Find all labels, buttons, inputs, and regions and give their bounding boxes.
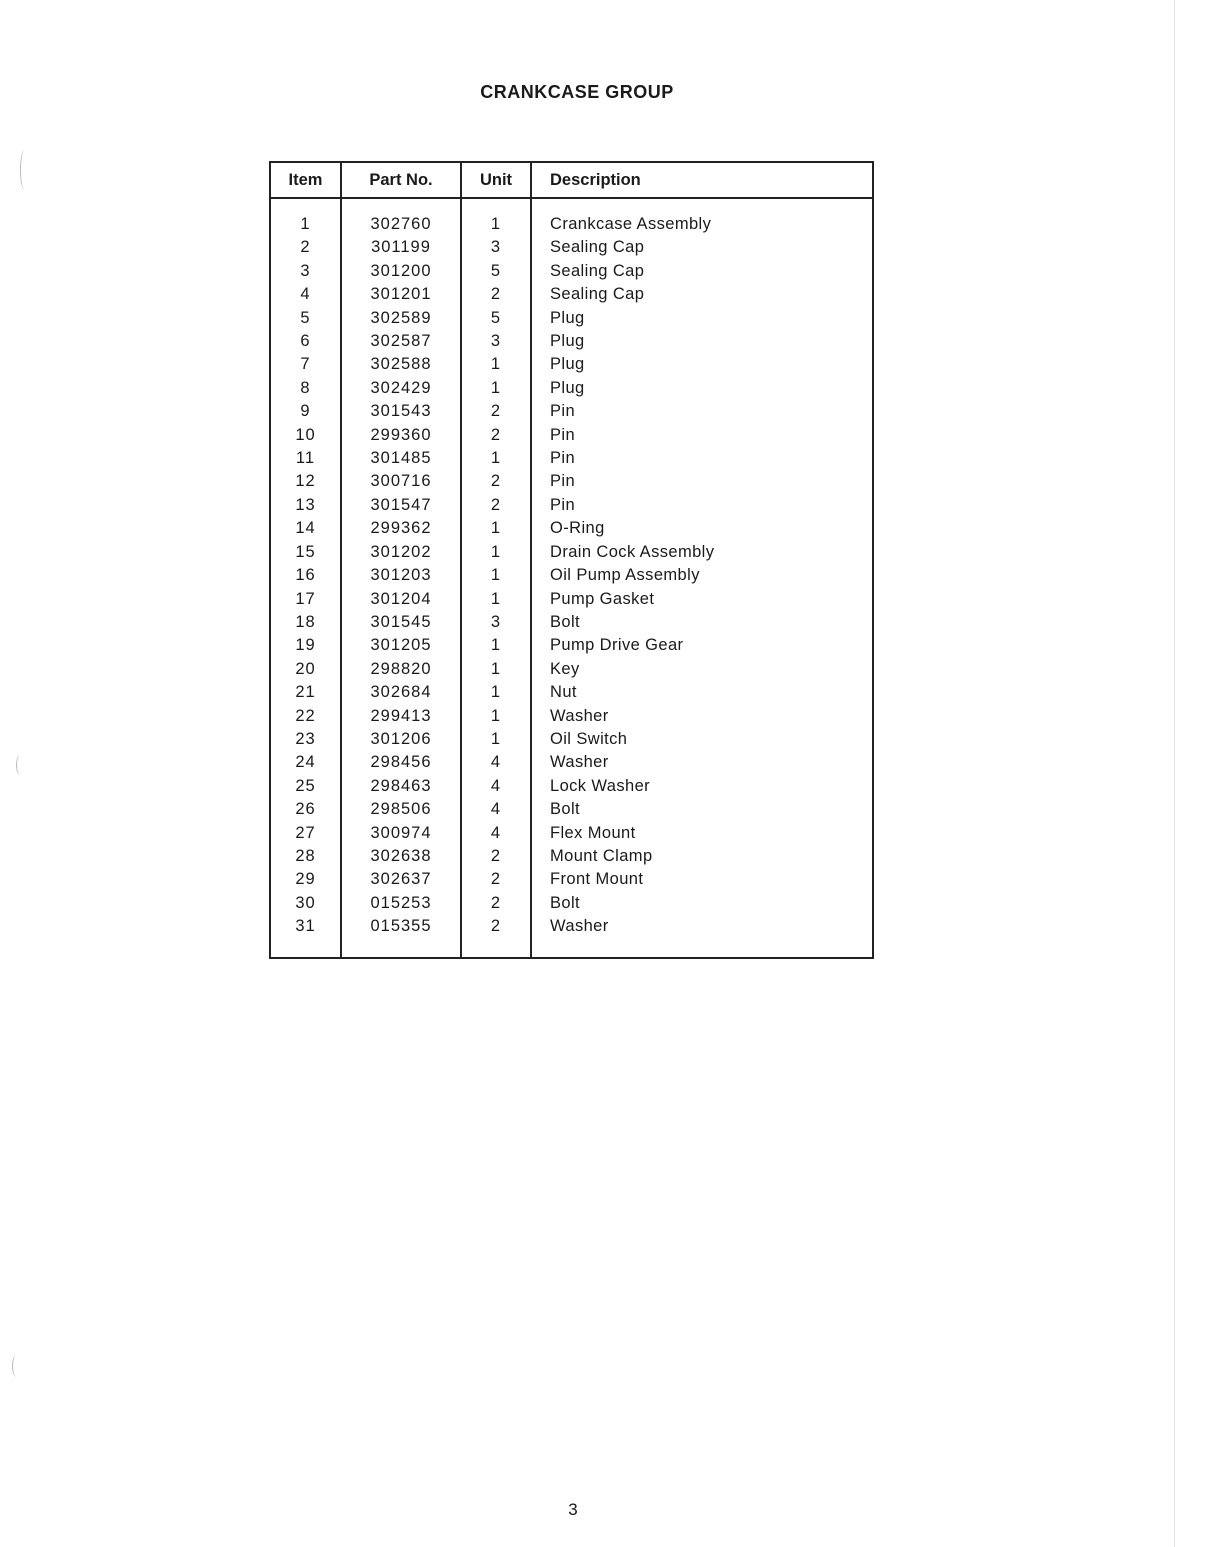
- item-cell: 15: [271, 541, 341, 564]
- item-cell: 31: [271, 915, 341, 938]
- table-row: [271, 705, 872, 728]
- item-cell: 4: [271, 283, 341, 306]
- unit-cell: 1: [461, 705, 531, 728]
- scan-margin-mark: [20, 150, 29, 190]
- description-cell: Pin: [550, 472, 576, 491]
- unit-cell: 2: [461, 892, 531, 915]
- part-no-cell: 301485: [341, 447, 461, 470]
- table-row: [271, 588, 872, 611]
- part-no-cell: 301205: [341, 634, 461, 657]
- part-no-cell: 298456: [341, 751, 461, 774]
- description-cell: Sealing Cap: [550, 238, 645, 257]
- unit-cell: 4: [461, 775, 531, 798]
- table-row: [271, 751, 872, 774]
- item-cell: 5: [271, 307, 341, 330]
- item-cell: 2: [271, 236, 341, 259]
- unit-cell: 2: [461, 470, 531, 493]
- unit-cell: 3: [461, 330, 531, 353]
- table-row: [271, 260, 872, 283]
- item-cell: 8: [271, 377, 341, 400]
- part-no-cell: 301545: [341, 611, 461, 634]
- description-cell: Pin: [550, 449, 576, 468]
- header-part-no: Part No.: [341, 163, 461, 198]
- part-no-cell: 300716: [341, 470, 461, 493]
- description-cell: Sealing Cap: [550, 261, 645, 280]
- item-cell: 26: [271, 798, 341, 821]
- part-no-cell: 302760: [341, 213, 461, 236]
- unit-cell: 2: [461, 868, 531, 891]
- table-row: [271, 447, 872, 470]
- description-cell: Oil Pump Assembly: [550, 566, 700, 585]
- description-cell: Washer: [550, 706, 609, 725]
- table-row: [271, 494, 872, 517]
- table-row: [271, 330, 872, 353]
- unit-cell: 5: [461, 307, 531, 330]
- unit-cell: 1: [461, 377, 531, 400]
- unit-cell: 1: [461, 213, 531, 236]
- unit-cell: 2: [461, 915, 531, 938]
- part-no-cell: 299413: [341, 705, 461, 728]
- item-cell: 20: [271, 658, 341, 681]
- part-no-cell: 015253: [341, 892, 461, 915]
- description-cell: Oil Switch: [550, 729, 628, 748]
- description-cell: Plug: [550, 308, 585, 327]
- description-cell: Mount Clamp: [550, 846, 653, 865]
- item-cell: 18: [271, 611, 341, 634]
- unit-cell: 1: [461, 353, 531, 376]
- part-no-cell: 298506: [341, 798, 461, 821]
- description-cell: Bolt: [550, 893, 581, 912]
- parts-table-container: [269, 161, 874, 959]
- unit-cell: 2: [461, 494, 531, 517]
- description-cell: Nut: [550, 683, 577, 702]
- part-no-cell: 299362: [341, 517, 461, 540]
- item-cell: 27: [271, 822, 341, 845]
- table-row: [271, 798, 872, 821]
- table-row: [271, 634, 872, 657]
- unit-cell: 1: [461, 634, 531, 657]
- item-cell: 16: [271, 564, 341, 587]
- item-cell: 6: [271, 330, 341, 353]
- part-no-cell: 015355: [341, 915, 461, 938]
- part-no-cell: 301547: [341, 494, 461, 517]
- item-cell: 30: [271, 892, 341, 915]
- part-no-cell: 301202: [341, 541, 461, 564]
- table-row: [271, 213, 872, 236]
- table-row: [271, 611, 872, 634]
- description-cell: Pump Drive Gear: [550, 636, 684, 655]
- description-cell: O-Ring: [550, 519, 605, 538]
- unit-cell: 2: [461, 424, 531, 447]
- table-row: [271, 681, 872, 704]
- table-row: [271, 845, 872, 868]
- table-row: [271, 307, 872, 330]
- table-row: [271, 236, 872, 259]
- unit-cell: 3: [461, 611, 531, 634]
- table-row: [271, 283, 872, 306]
- description-cell: Pin: [550, 495, 576, 514]
- part-no-cell: 298820: [341, 658, 461, 681]
- table-row: [271, 377, 872, 400]
- table-row: [271, 400, 872, 423]
- header-description: Description: [531, 163, 872, 198]
- item-cell: 9: [271, 400, 341, 423]
- description-cell: Bolt: [550, 800, 581, 819]
- part-no-cell: 302587: [341, 330, 461, 353]
- page-number: 3: [568, 1500, 578, 1519]
- table-filler: [271, 939, 872, 957]
- table-row: [271, 915, 872, 938]
- item-cell: 21: [271, 681, 341, 704]
- part-no-cell: 302638: [341, 845, 461, 868]
- scan-margin-mark: [12, 1355, 21, 1377]
- description-cell: Front Mount: [550, 870, 644, 889]
- unit-cell: 1: [461, 517, 531, 540]
- item-cell: 12: [271, 470, 341, 493]
- item-cell: 13: [271, 494, 341, 517]
- description-cell: Bolt: [550, 612, 581, 631]
- description-cell: Plug: [550, 355, 585, 374]
- unit-cell: 4: [461, 751, 531, 774]
- part-no-cell: 300974: [341, 822, 461, 845]
- part-no-cell: 301201: [341, 283, 461, 306]
- unit-cell: 4: [461, 822, 531, 845]
- item-cell: 24: [271, 751, 341, 774]
- item-cell: 22: [271, 705, 341, 728]
- unit-cell: 2: [461, 400, 531, 423]
- description-cell: Pin: [550, 425, 576, 444]
- description-cell: Washer: [550, 917, 609, 936]
- unit-cell: 2: [461, 283, 531, 306]
- description-cell: Sealing Cap: [550, 285, 645, 304]
- part-no-cell: 302637: [341, 868, 461, 891]
- part-no-cell: 301204: [341, 588, 461, 611]
- table-row: [271, 868, 872, 891]
- unit-cell: 1: [461, 447, 531, 470]
- unit-cell: 5: [461, 260, 531, 283]
- unit-cell: 1: [461, 728, 531, 751]
- part-no-cell: 302684: [341, 681, 461, 704]
- item-cell: 3: [271, 260, 341, 283]
- scan-edge-line: [1174, 0, 1175, 1547]
- item-cell: 1: [271, 213, 341, 236]
- description-cell: Plug: [550, 378, 585, 397]
- description-cell: Flex Mount: [550, 823, 636, 842]
- item-cell: 28: [271, 845, 341, 868]
- unit-cell: 2: [461, 845, 531, 868]
- part-no-cell: 301203: [341, 564, 461, 587]
- item-cell: 11: [271, 447, 341, 470]
- part-no-cell: 301199: [341, 236, 461, 259]
- part-no-cell: 302429: [341, 377, 461, 400]
- table-row: [271, 728, 872, 751]
- table-row: [271, 822, 872, 845]
- table-row: [271, 658, 872, 681]
- description-cell: Lock Washer: [550, 776, 651, 795]
- part-no-cell: 302588: [341, 353, 461, 376]
- scan-margin-mark: [16, 755, 25, 775]
- description-cell: Washer: [550, 753, 609, 772]
- item-cell: 10: [271, 424, 341, 447]
- part-no-cell: 301543: [341, 400, 461, 423]
- unit-cell: 1: [461, 588, 531, 611]
- description-cell: Plug: [550, 332, 585, 351]
- item-cell: 14: [271, 517, 341, 540]
- part-no-cell: 302589: [341, 307, 461, 330]
- part-no-cell: 298463: [341, 775, 461, 798]
- table-row: [271, 353, 872, 376]
- table-row: [271, 564, 872, 587]
- table-row: [271, 517, 872, 540]
- unit-cell: 3: [461, 236, 531, 259]
- table-row: [271, 541, 872, 564]
- parts-table: [271, 163, 872, 957]
- unit-cell: 1: [461, 564, 531, 587]
- table-row: [271, 892, 872, 915]
- unit-cell: 1: [461, 681, 531, 704]
- table-row: [271, 424, 872, 447]
- description-cell: Crankcase Assembly: [550, 215, 712, 233]
- part-no-cell: 301206: [341, 728, 461, 751]
- unit-cell: 4: [461, 798, 531, 821]
- table-header-row: [271, 163, 872, 198]
- description-cell: Key: [550, 659, 580, 678]
- table-spacer: [271, 198, 872, 213]
- header-unit: Unit: [461, 163, 531, 198]
- table-row: [271, 775, 872, 798]
- table-row: [271, 470, 872, 493]
- page-title: CRANKCASE GROUP: [480, 82, 674, 102]
- description-cell: Pump Gasket: [550, 589, 655, 608]
- item-cell: 25: [271, 775, 341, 798]
- item-cell: 29: [271, 868, 341, 891]
- item-cell: 17: [271, 588, 341, 611]
- part-no-cell: 299360: [341, 424, 461, 447]
- header-item: Item: [271, 163, 341, 198]
- item-cell: 23: [271, 728, 341, 751]
- item-cell: 7: [271, 353, 341, 376]
- unit-cell: 1: [461, 541, 531, 564]
- part-no-cell: 301200: [341, 260, 461, 283]
- unit-cell: 1: [461, 658, 531, 681]
- item-cell: 19: [271, 634, 341, 657]
- description-cell: Drain Cock Assembly: [550, 542, 715, 561]
- description-cell: Pin: [550, 402, 576, 421]
